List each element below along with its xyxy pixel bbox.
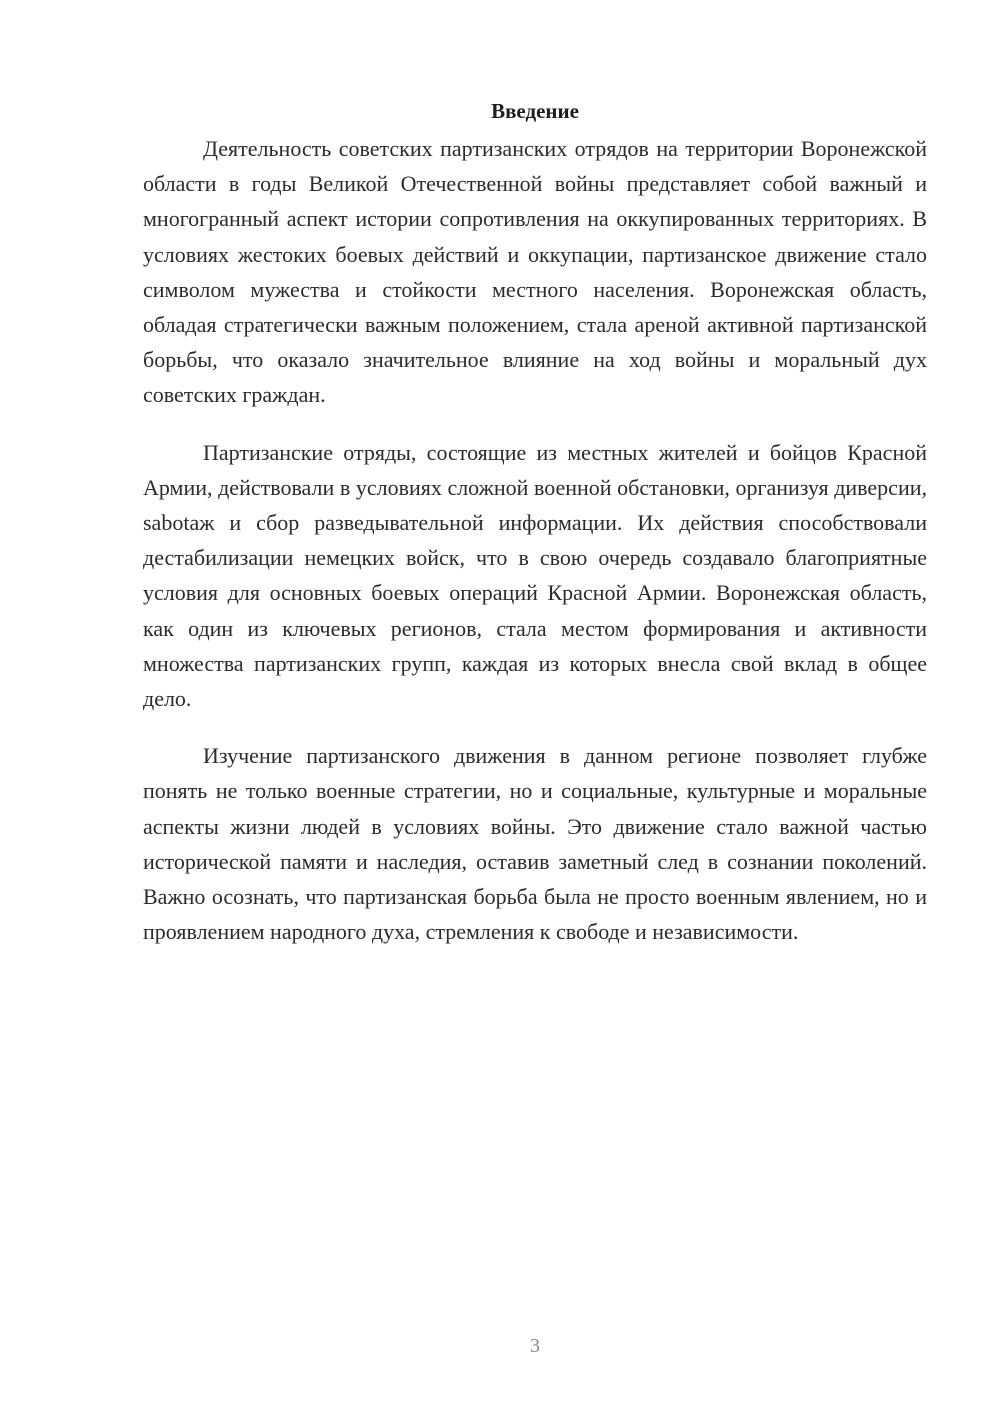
section-title: Введение bbox=[491, 99, 579, 123]
paragraph-3: Изучение партизанского движения в данном регионе позволяет глубже понять не только военные стратегии, но и социальные, культурные и моральные аспекты жизни людей в условиях войны. Это движение стало важной частью исторической памяти и наследия, оставив заметный след в сознании поколений. Важно осознать, что партизанская борьба была не просто военным явлением, но и проявлением народного духа, стремления к свободе и независимости. bbox=[143, 743, 927, 945]
paragraph-2: Партизанские отряды, состоящие из местных жителей и бойцов Красной Армии, действовали в условиях сложной военной обстановки, организуя диверсии, sabotаж и сбор разведывательной информации. Их действия способствовали дестабилизации немецких войск, что в свою очередь создавало благоприятные условия для основных боевых операций Красной Армии. Воронежская область, как один из ключевых регионов, стала местом формирования и активности множества партизанских групп, каждая из которых внесла свой вклад в общее дело. bbox=[143, 439, 927, 712]
page-content bbox=[143, 97, 927, 971]
paragraph-1: Деятельность советских партизанских отрядов на территории Воронежской области в годы Великой Отечественной войны представляет собой важный и многогранный аспект истории сопротивления на оккупированных территориях. В условиях жестоких боевых действий и оккупации, партизанское движение стало символом мужества и стойкости местного населения. Воронежская область, обладая стратегически важным положением, стала ареной активной партизанской борьбы, что оказало значительное влияние на ход войны и моральный дух советских граждан. bbox=[143, 136, 927, 408]
page-number: 3 bbox=[530, 1335, 540, 1357]
